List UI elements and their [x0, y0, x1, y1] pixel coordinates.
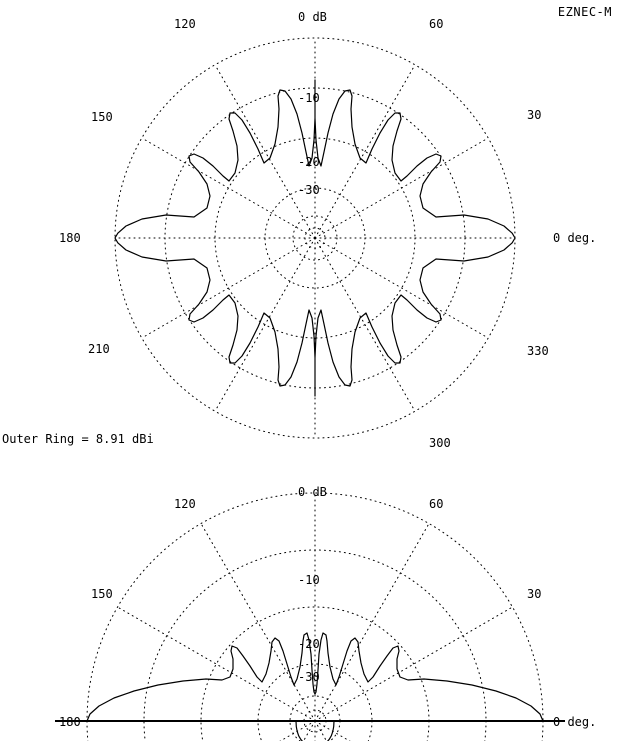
azimuth-ring-label-neg10: -10 — [298, 91, 320, 105]
azimuth-angle-label-180: 180 — [59, 231, 81, 245]
elevation-plot — [0, 470, 620, 741]
azimuth-angle-label-0: 0 deg. — [553, 231, 597, 245]
azimuth-angle-label-210: 210 — [88, 342, 110, 356]
elevation-polar-svg — [0, 470, 620, 741]
app-title: EZNEC-M — [557, 5, 612, 19]
elevation-ring-label-neg30: -30 — [298, 670, 320, 684]
azimuth-angle-label-120: 120 — [174, 17, 196, 31]
azimuth-ring-label-0db: 0 dB — [298, 10, 327, 24]
azimuth-angle-label-60: 60 — [429, 17, 444, 31]
elevation-ring-label-neg20: -20 — [298, 637, 320, 651]
elevation-angle-label-150: 150 — [91, 587, 113, 601]
azimuth-angle-label-150: 150 — [91, 110, 113, 124]
azimuth-angle-label-30: 30 — [527, 108, 542, 122]
elevation-angle-label-60: 60 — [429, 497, 444, 511]
outer-ring-note: Outer Ring = 8.91 dBi — [2, 432, 154, 446]
elevation-grid — [87, 493, 543, 741]
elevation-ring-label-neg10: -10 — [298, 573, 320, 587]
elevation-angle-label-180: 180 — [59, 715, 81, 729]
elevation-angle-label-30: 30 — [527, 587, 542, 601]
elevation-angle-label-0: 0 deg. — [553, 715, 597, 729]
azimuth-ring-label-neg20: -20 — [298, 155, 320, 169]
azimuth-ring-label-neg30: -30 — [298, 183, 320, 197]
azimuth-angle-label-330: 330 — [527, 344, 549, 358]
elevation-angle-label-120: 120 — [174, 497, 196, 511]
azimuth-angle-label-300: 300 — [429, 436, 451, 450]
elevation-ring-label-0db: 0 dB — [298, 485, 327, 499]
